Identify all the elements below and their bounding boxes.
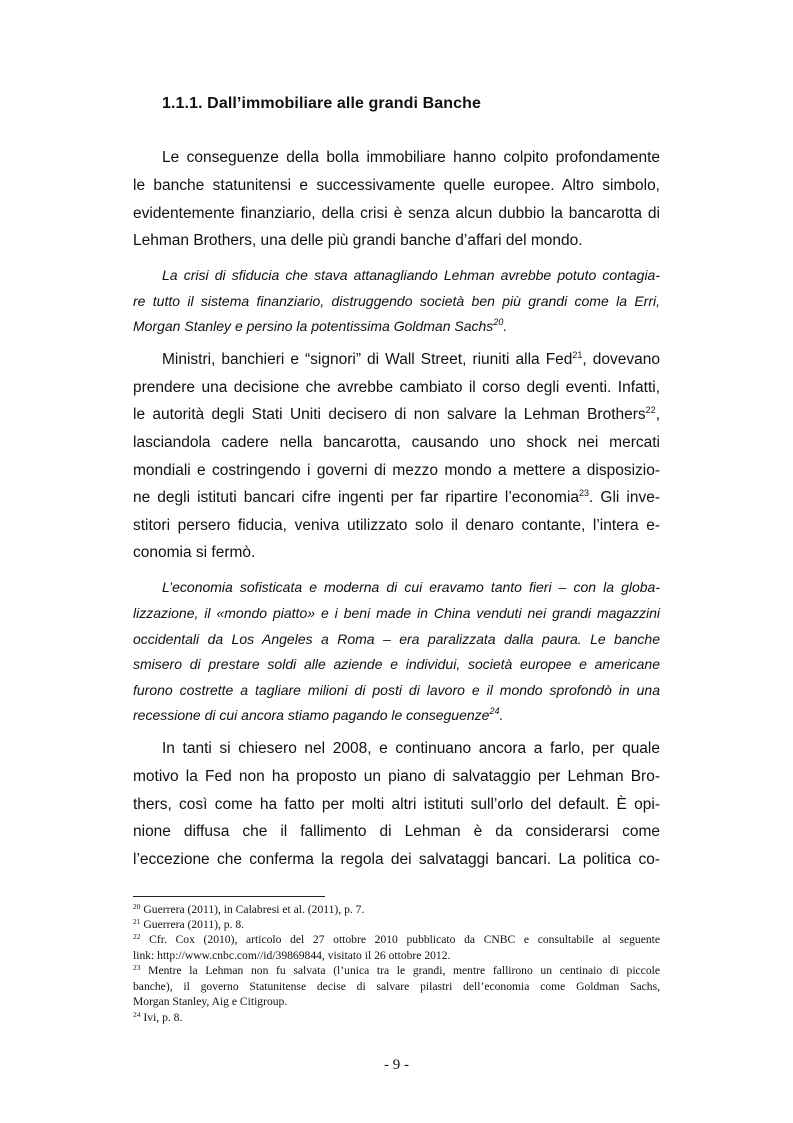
footnote-20: $^{20}$ Guerrera (2011), in Calabresi et al. (2011), p. 7. — [133, 902, 365, 916]
footnote-ref: 21 — [572, 350, 583, 360]
text-line: conomia si fermò. — [133, 544, 256, 561]
quote-text: Morgan Stanley e persino la potentissima Goldman Sachs — [133, 318, 494, 334]
footnote-23-cont: banche), il governo Statunitense decise di salvare pilastri dell’economia come Goldman Sachs, — [133, 980, 660, 993]
section-heading: 1.1.1. Dall’immobiliare alle grandi Banche — [162, 95, 481, 112]
page-number: - 9 - — [384, 1057, 409, 1073]
text-line: Lehman Brothers, una delle più grandi banche d’affari del mondo. — [133, 232, 583, 249]
text-line: ne degli istituti bancari cifre ingenti per far ripartire l’economia$^{23}$. Gli inve- — [133, 488, 660, 506]
text-line: thers, così come ha fatto per molti altri istituti sull’orlo del default. È opi- — [133, 796, 660, 813]
footnote-22: $^{22}$ Cfr. Cox (2010), articolo del 27 ottobre 2010 pubblicato da CNBC e consultabile al seguente — [133, 932, 661, 946]
footnote-ref: 23 — [579, 488, 590, 498]
text-line: le autorità degli Stati Uniti decisero di non salvare la Lehman Brothers$^{22}$, — [133, 405, 660, 423]
text-line: stitori persero fiducia, veniva utilizzato solo il denaro contante, l’intera e- — [133, 517, 660, 534]
quote-text: recessione di cui ancora stiamo pagando le conseguenze — [133, 707, 490, 723]
quote-line: Morgan Stanley e persino la potentissima Goldman Sachs$^{20}$. — [133, 317, 508, 334]
quote-line: recessione di cui ancora stiamo pagando le conseguenze$^{24}$. — [133, 706, 504, 723]
text-line: Ministri, banchieri e “signori” di Wall Street, riuniti alla Fed$^{21}$, dovevano — [162, 350, 660, 368]
text-line: le banche statunitensi e successivamente quelle europee. Altro simbolo, — [133, 177, 660, 194]
footnote-ref: 20 — [493, 317, 504, 327]
text-line: Le conseguenze della bolla immobiliare hanno colpito profondamente — [162, 149, 660, 166]
footnote-separator — [133, 896, 325, 897]
footnote-ref: 22 — [645, 405, 656, 415]
quote-line: re tutto il sistema finanziario, distruggendo società ben più grandi come la Erri, — [133, 293, 660, 309]
footnote-21: $^{21}$ Guerrera (2011), p. 8. — [133, 917, 245, 931]
quote-line: occidentali da Los Angeles a Roma – era paralizzata dalla paura. Le banche — [133, 631, 660, 647]
quote-line: L’economia sofisticata e moderna di cui eravamo tanto fieri – con la globa- — [162, 579, 660, 595]
quote-line: smisero di prestare soldi alle aziende e individui, società europee e americane — [133, 656, 660, 672]
quote-line: La crisi di sfiducia che stava attanagliando Lehman avrebbe potuto contagia- — [162, 267, 660, 283]
footnote-22-cont: link: http://www.cnbc.com//id/39869844, visitato il 26 ottobre 2012. — [133, 949, 451, 962]
text-line: l’eccezione che conferma la regola dei salvataggi bancari. La politica co- — [133, 851, 660, 868]
footnote-24: $^{24}$ Ivi, p. 8. — [133, 1010, 183, 1024]
text-line: evidentemente finanziario, della crisi è senza alcun dubbio la bancarotta di — [133, 205, 660, 222]
text-line: prendere una decisione che avrebbe cambiato il corso degli eventi. Infatti, — [133, 379, 660, 396]
quote-line: lizzazione, il «mondo piatto» e i beni made in China venduti nei grandi magazzini — [133, 605, 660, 621]
footnote-ref: 24 — [489, 706, 500, 716]
text-line: In tanti si chiesero nel 2008, e continuano ancora a farlo, per quale — [162, 740, 660, 757]
quote-line: furono costrette a tagliare milioni di posti di lavoro e il mondo sprofondò in una — [133, 682, 660, 698]
footnote-23-cont: Morgan Stanley, Aig e Citigroup. — [133, 995, 288, 1008]
footnote-23: $^{23}$ Mentre la Lehman non fu salvata (l’unica tra le grandi, mentre fallirono un centinaio di piccole — [133, 963, 660, 977]
text-line: lasciandola cadere nella bancarotta, causando uno shock nei mercati — [133, 434, 660, 451]
text-line: mondiali e costringendo i governi di mezzo mondo a mettere a disposizio- — [133, 462, 660, 479]
text-line: nione diffusa che il fallimento di Lehman è da considerarsi come — [133, 823, 660, 840]
text-line: motivo la Fed non ha proposto un piano di salvataggio per Lehman Bro- — [133, 768, 660, 785]
